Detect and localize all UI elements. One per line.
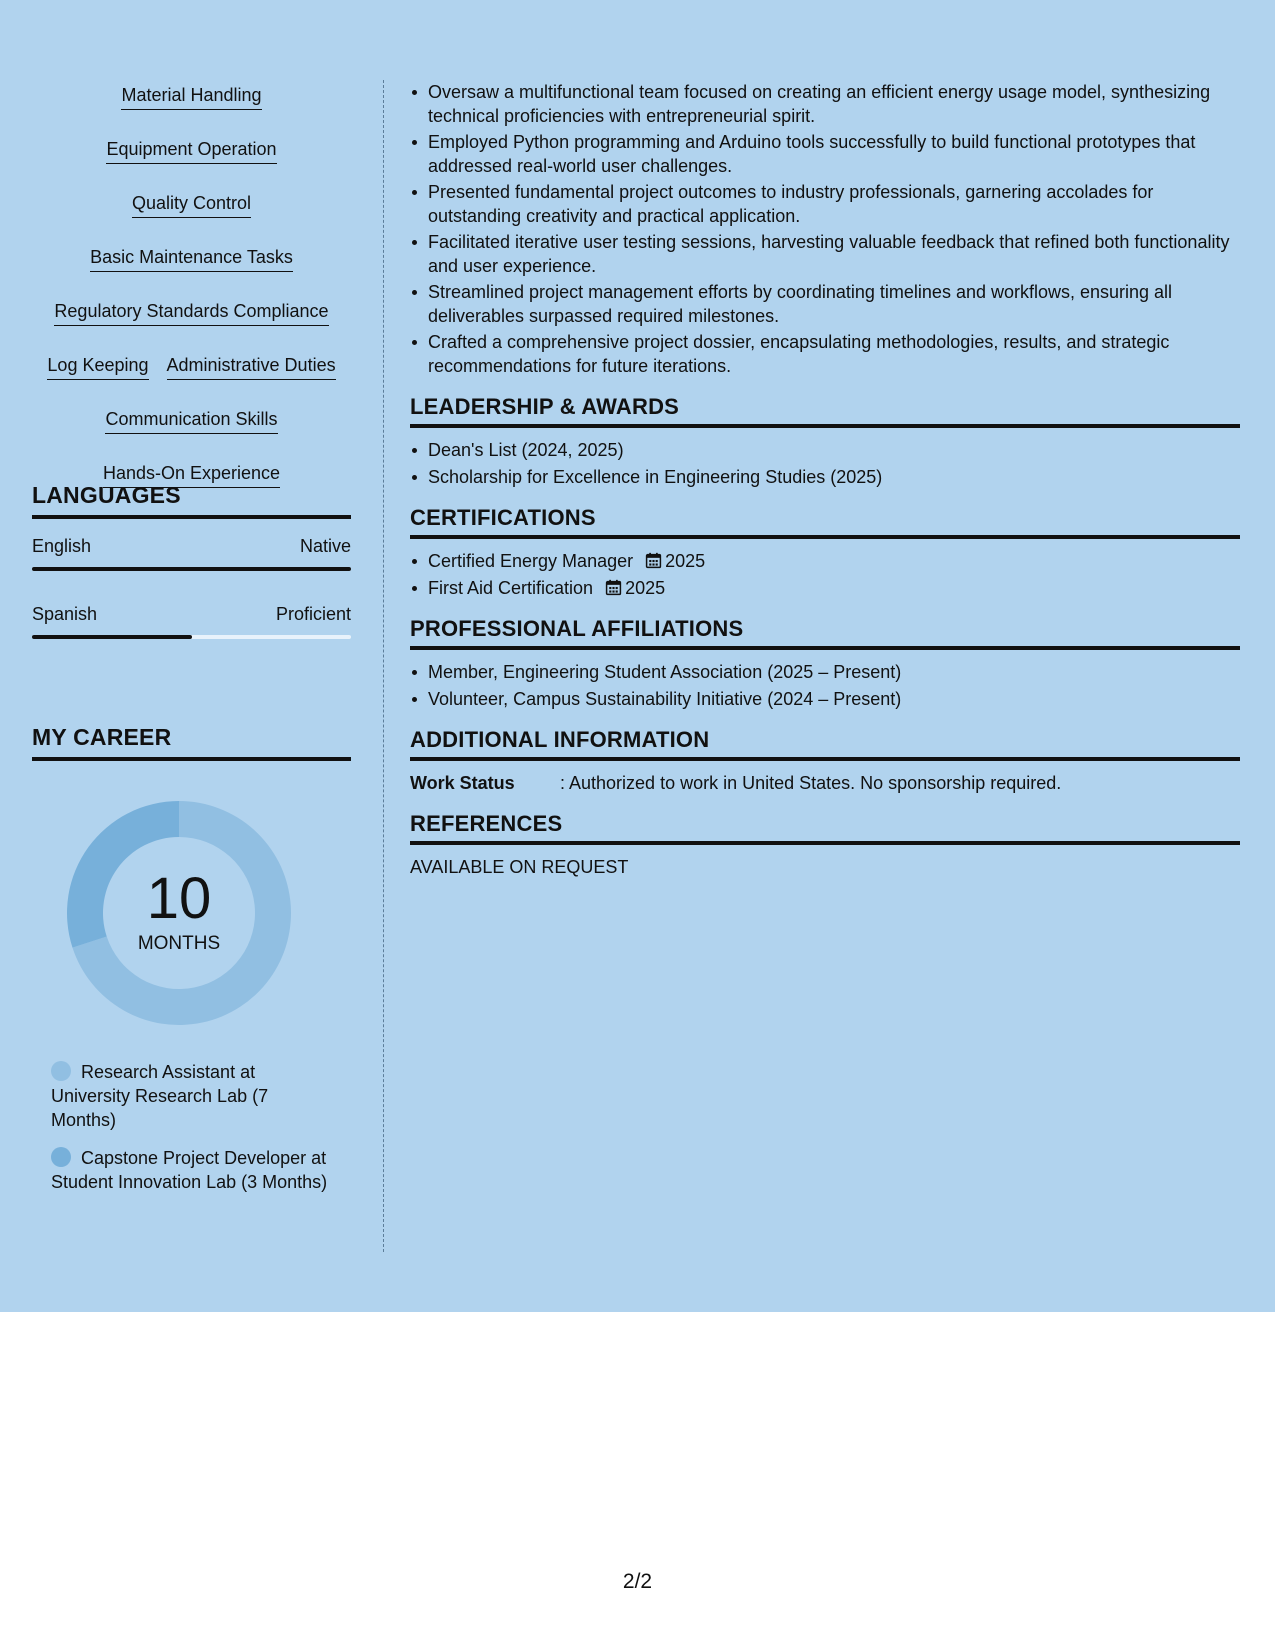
career-section [32, 724, 351, 761]
references-heading: REFERENCES [410, 811, 1240, 845]
skill-tag: Communication Skills [105, 408, 277, 434]
certification-name: Certified Energy Manager [428, 551, 634, 571]
skill-tag: Log Keeping [47, 354, 148, 380]
skill-tag: Administrative Duties [167, 354, 336, 380]
work-status-value: : Authorized to work in United States. No sponsorship required. [560, 773, 1062, 793]
language-bar [32, 635, 351, 639]
certification-year: 2025 [625, 578, 666, 598]
career-total: 10 [146, 866, 212, 931]
legend-dot [51, 1061, 71, 1081]
language-level: Native [299, 536, 351, 556]
skill-tag: Basic Maintenance Tasks [90, 246, 293, 272]
leadership-item: Dean's List (2024, 2025) [410, 438, 1240, 462]
language-name: Spanish [32, 604, 98, 624]
certifications-list [410, 549, 1240, 600]
column-divider [383, 80, 384, 1252]
legend-dot [51, 1147, 71, 1167]
right-column [410, 80, 1240, 879]
language-bar-fill [32, 635, 192, 639]
references-text: AVAILABLE ON REQUEST [410, 857, 629, 877]
skill-tag: Regulatory Standards Compliance [54, 300, 328, 326]
career-legend-item [51, 1060, 331, 1132]
work-status-row [410, 771, 1240, 795]
affiliations-list [410, 660, 1240, 711]
certification-item [410, 576, 1240, 600]
calendar-icon [605, 579, 622, 596]
career-legend-item [51, 1146, 331, 1194]
skills-list [32, 84, 351, 488]
certifications-heading: CERTIFICATIONS [410, 505, 1240, 539]
language-bar-fill [32, 567, 351, 571]
work-status-label: Work Status [410, 773, 515, 793]
languages-heading: LANGUAGES [32, 482, 351, 519]
language-bar [32, 567, 351, 571]
page-number: 2/2 [622, 1570, 653, 1593]
language-name: English [32, 536, 92, 556]
experience-bullet: Employed Python programming and Arduino tools successfully to build functional prototypes that addressed real-world user challenges. [410, 130, 1240, 178]
experience-bullet: Streamlined project management efforts by coordinating timelines and workflows, ensuring all deliverables surpassed required milestones. [410, 280, 1240, 328]
additional-info-heading: ADDITIONAL INFORMATION [410, 727, 1240, 761]
legend-label: Capstone Project Developer at Student Innovation Lab (3 Months) [51, 1148, 328, 1192]
experience-bullet: Oversaw a multifunctional team focused on creating an efficient energy usage model, synthesizing technical proficiencies with entrepreneurial spirit. [410, 80, 1240, 128]
leadership-list [410, 438, 1240, 489]
language-level: Proficient [275, 604, 351, 624]
leadership-heading: LEADERSHIP & AWARDS [410, 394, 1240, 428]
experience-bullet: Facilitated iterative user testing sessions, harvesting valuable feedback that refined both functionality and user experience. [410, 230, 1240, 278]
skill-tag: Hands-On Experience [103, 462, 280, 488]
career-heading: MY CAREER [32, 724, 351, 761]
affiliation-item: Volunteer, Campus Sustainability Initiative (2024 – Present) [410, 687, 1240, 711]
affiliation-item: Member, Engineering Student Association (2025 – Present) [410, 660, 1240, 684]
certification-name: First Aid Certification [428, 578, 594, 598]
legend-label: Research Assistant at University Research Lab (7 Months) [51, 1062, 269, 1130]
skill-tag: Material Handling [121, 84, 261, 110]
career-donut-chart [66, 800, 292, 1026]
affiliations-heading: PROFESSIONAL AFFILIATIONS [410, 616, 1240, 650]
languages-section [32, 482, 351, 639]
experience-bullet: Crafted a comprehensive project dossier, encapsulating methodologies, results, and strategic recommendations for future iterations. [410, 330, 1240, 378]
certification-item [410, 549, 1240, 573]
experience-bullets [410, 80, 1240, 378]
certification-year: 2025 [665, 551, 706, 571]
skill-tag: Quality Control [132, 192, 251, 218]
career-unit: MONTHS [137, 933, 221, 954]
language-item [32, 535, 351, 571]
calendar-icon [645, 552, 662, 569]
leadership-item: Scholarship for Excellence in Engineering Studies (2025) [410, 465, 1240, 489]
left-column [32, 84, 351, 1192]
skill-tag: Equipment Operation [106, 138, 276, 164]
experience-bullet: Presented fundamental project outcomes to industry professionals, garnering accolades for outstanding creativity and practical application. [410, 180, 1240, 228]
language-item [32, 603, 351, 639]
